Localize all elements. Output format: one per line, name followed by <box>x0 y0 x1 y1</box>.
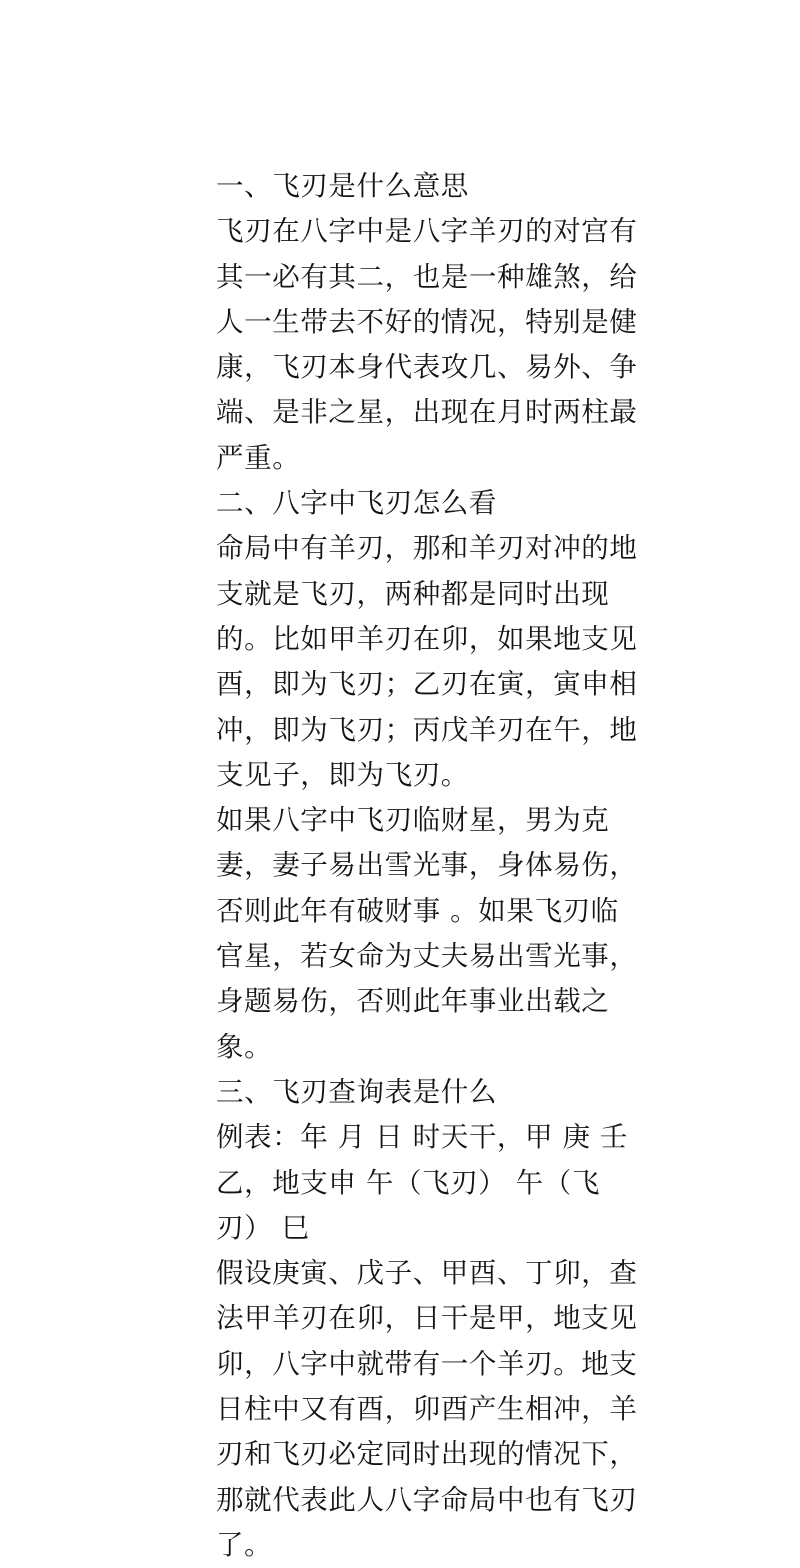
section-heading: 三、飞刃查询表是什么 <box>216 1075 497 1108</box>
text-line: 支见子，即为飞刃。 <box>216 758 469 791</box>
text-line: 康，飞刃本身代表攻几、易外、争 <box>216 351 638 384</box>
text-line: 刃） 巳 <box>216 1211 310 1244</box>
text-line: 身题易伤，否则此年事业出载之 <box>216 985 610 1018</box>
text-line: 假设庚寅、戊子、甲酉、丁卯，查 <box>216 1257 638 1290</box>
text-line: 了。 <box>216 1528 273 1561</box>
text-line: 例表：年 月 日 时天干，甲 庚 壬 <box>216 1121 629 1154</box>
article-text <box>216 164 638 1568</box>
text-line: 官星，若女命为丈夫易出雪光事， <box>216 940 638 973</box>
text-line: 象。 <box>216 1030 273 1063</box>
text-line: 命局中有羊刃，那和羊刃对冲的地 <box>216 532 638 565</box>
text-line: 日柱中又有酉，卯酉产生相冲，羊 <box>216 1393 638 1426</box>
text-line: 刃和飞刃必定同时出现的情况下， <box>216 1438 638 1471</box>
text-line: 卯，八字中就带有一个羊刃。地支 <box>216 1347 638 1380</box>
text-line: 如果八字中飞刃临财星，男为克 <box>216 804 610 837</box>
text-line: 酉，即为飞刃；乙刃在寅，寅申相 <box>216 668 638 701</box>
text-line: 乙，地支申 午（飞刃） 午（飞 <box>216 1166 600 1199</box>
text-line: 法甲羊刃在卯，日干是甲，地支见 <box>216 1302 638 1335</box>
text-line: 支就是飞刃，两种都是同时出现 <box>216 577 610 610</box>
text-line: 飞刃在八字中是八字羊刃的对宫有 <box>216 215 638 248</box>
text-line: 严重。 <box>216 441 301 474</box>
text-line: 其一必有其二，也是一种雄煞，给 <box>216 260 638 293</box>
text-line: 的。比如甲羊刃在卯，如果地支见 <box>216 622 638 655</box>
text-line: 人一生带去不好的情况，特别是健 <box>216 305 638 338</box>
text-line: 那就代表此人八字命局中也有飞刃 <box>216 1483 638 1516</box>
text-line: 否则此年有破财事 。如果飞刃临 <box>216 894 619 927</box>
text-line: 妻，妻子易出雪光事，身体易伤， <box>216 849 638 882</box>
section-heading: 二、八字中飞刃怎么看 <box>216 487 497 520</box>
text-line: 冲，即为飞刃；丙戊羊刃在午，地 <box>216 713 638 746</box>
text-line: 端、是非之星，出现在月时两柱最 <box>216 396 638 429</box>
section-heading: 一、飞刃是什么意思 <box>216 170 469 202</box>
